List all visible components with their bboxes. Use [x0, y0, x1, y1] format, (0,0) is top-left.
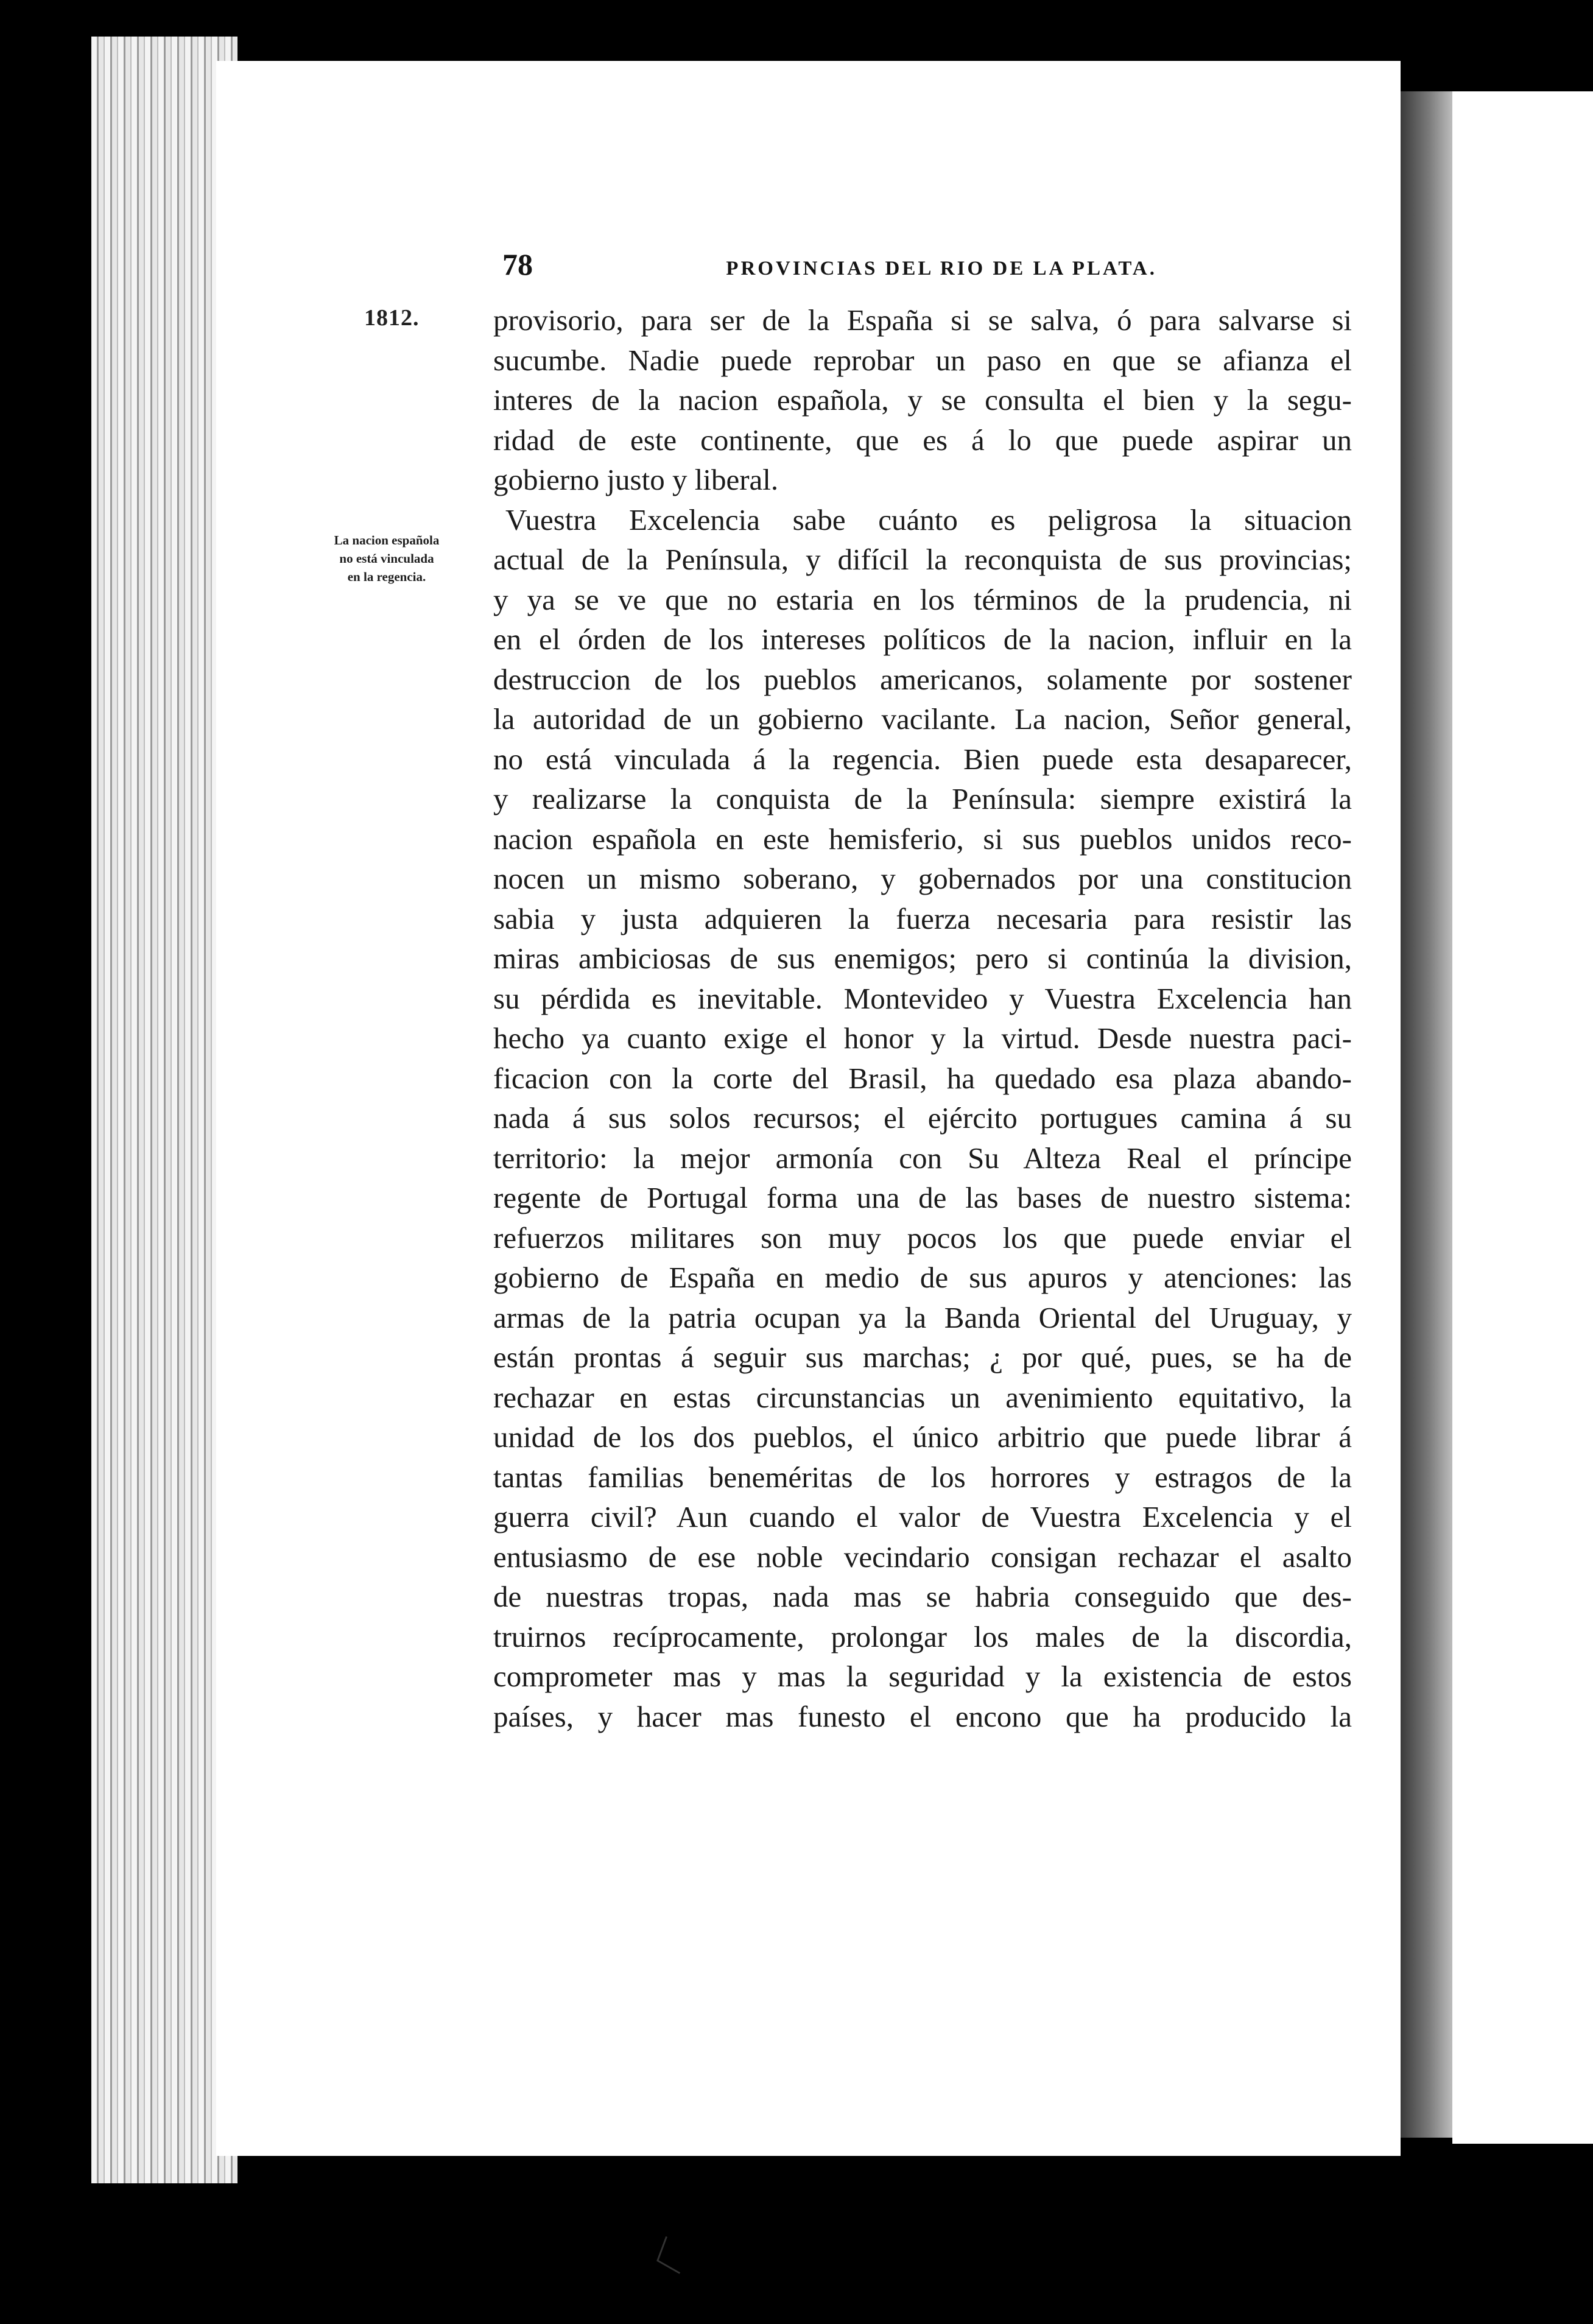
text-line: ridad de este continente, que es á lo que puede aspirar un — [493, 423, 1352, 457]
text-line: interes de la nacion española, y se consulta el bien y la segu- — [493, 383, 1352, 417]
text-line: nada á sus solos recursos; el ejército portugues camina á su — [493, 1101, 1352, 1135]
running-head-title: PROVINCIAS DEL RIO DE LA PLATA. — [726, 258, 1157, 280]
text-line: están prontas á seguir sus marchas; ¿ por qué, pues, se ha de — [493, 1340, 1352, 1374]
margin-note — [295, 531, 478, 586]
text-line: hecho ya cuanto exige el honor y la virtud. Desde nuestra paci- — [493, 1021, 1352, 1055]
text-line: territorio: la mejor armonía con Su Alteza Real el príncipe — [493, 1141, 1352, 1175]
text-line: y realizarse la conquista de la Península: siempre existirá la — [493, 782, 1352, 815]
text-line: provisorio, para ser de la España si se salva, ó para salvarse si — [493, 303, 1352, 337]
text-line: gobierno de España en medio de sus apuros y atenciones: las — [493, 1261, 1352, 1294]
text-line: nacion española en este hemisferio, si sus pueblos unidos reco- — [493, 822, 1352, 856]
right-page — [1452, 91, 1593, 2144]
text-line: sabia y justa adquieren la fuerza necesaria para resistir las — [493, 901, 1352, 935]
book-gutter — [1401, 91, 1452, 2138]
text-line: ficacion con la corte del Brasil, ha quedado esa plaza abando- — [493, 1061, 1352, 1095]
page-edges — [91, 37, 237, 2183]
text-line: gobierno justo y liberal. — [493, 463, 779, 496]
text-line: truirnos recíprocamente, prolongar los males de la discordia, — [493, 1619, 1352, 1653]
margin-note-line: en la regencia. — [347, 569, 426, 584]
text-line: comprometer mas y mas la seguridad y la existencia de estos — [493, 1660, 1352, 1693]
margin-note-line: no está vinculada — [339, 551, 434, 566]
text-line: tantas familias beneméritas de los horrores y estragos de la — [493, 1460, 1352, 1494]
text-line: regente de Portugal forma una de las bases de nuestro sistema: — [493, 1181, 1352, 1214]
text-line: actual de la Península, y difícil la reconquista de sus provincias; — [493, 543, 1352, 576]
text-line: su pérdida es inevitable. Montevideo y Vuestra Excelencia han — [493, 981, 1352, 1015]
margin-note-line: La nacion española — [334, 533, 440, 548]
text-line: y ya se ve que no estaria en los términos de la prudencia, ni — [493, 582, 1352, 616]
text-line: en el órden de los intereses políticos de la nacion, influir en la — [493, 622, 1352, 656]
text-line: la autoridad de un gobierno vacilante. La nacion, Señor general, — [493, 702, 1352, 736]
margin-year: 1812. — [364, 305, 420, 331]
text-line: miras ambiciosas de sus enemigos; pero si continúa la division, — [493, 942, 1352, 975]
text-line: sucumbe. Nadie puede reprobar un paso en que se afianza el — [493, 343, 1352, 377]
page-number: 78 — [502, 247, 533, 281]
body-text — [493, 300, 1352, 1736]
text-line: no está vinculada á la regencia. Bien puede esta desaparecer, — [493, 742, 1352, 776]
text-line: armas de la patria ocupan ya la Banda Oriental del Uruguay, y — [493, 1300, 1352, 1334]
text-line: refuerzos militares son muy pocos los que puede enviar el — [493, 1220, 1352, 1255]
text-line: países, y hacer mas funesto el encono que ha producido la — [493, 1699, 1352, 1733]
text-line: nocen un mismo soberano, y gobernados por una constitucion — [493, 862, 1352, 895]
text-line: entusiasmo de ese noble vecindario consigan rechazar el asalto — [493, 1540, 1352, 1574]
text-line: guerra civil? Aun cuando el valor de Vuestra Excelencia y el — [493, 1500, 1352, 1533]
text-line: unidad de los dos pueblos, el único arbitrio que puede librar á — [493, 1420, 1352, 1454]
text-line: rechazar en estas circunstancias un avenimiento equitativo, la — [493, 1380, 1352, 1414]
text-line: destruccion de los pueblos americanos, solamente por sostener — [493, 662, 1352, 696]
text-line: de nuestras tropas, nada mas se habria conseguido que des- — [493, 1580, 1352, 1613]
scan-mark: 〈 — [628, 2234, 684, 2294]
text-line: Vuestra Excelencia sabe cuánto es peligrosa la situacion — [505, 502, 1352, 537]
running-head — [502, 247, 1157, 283]
